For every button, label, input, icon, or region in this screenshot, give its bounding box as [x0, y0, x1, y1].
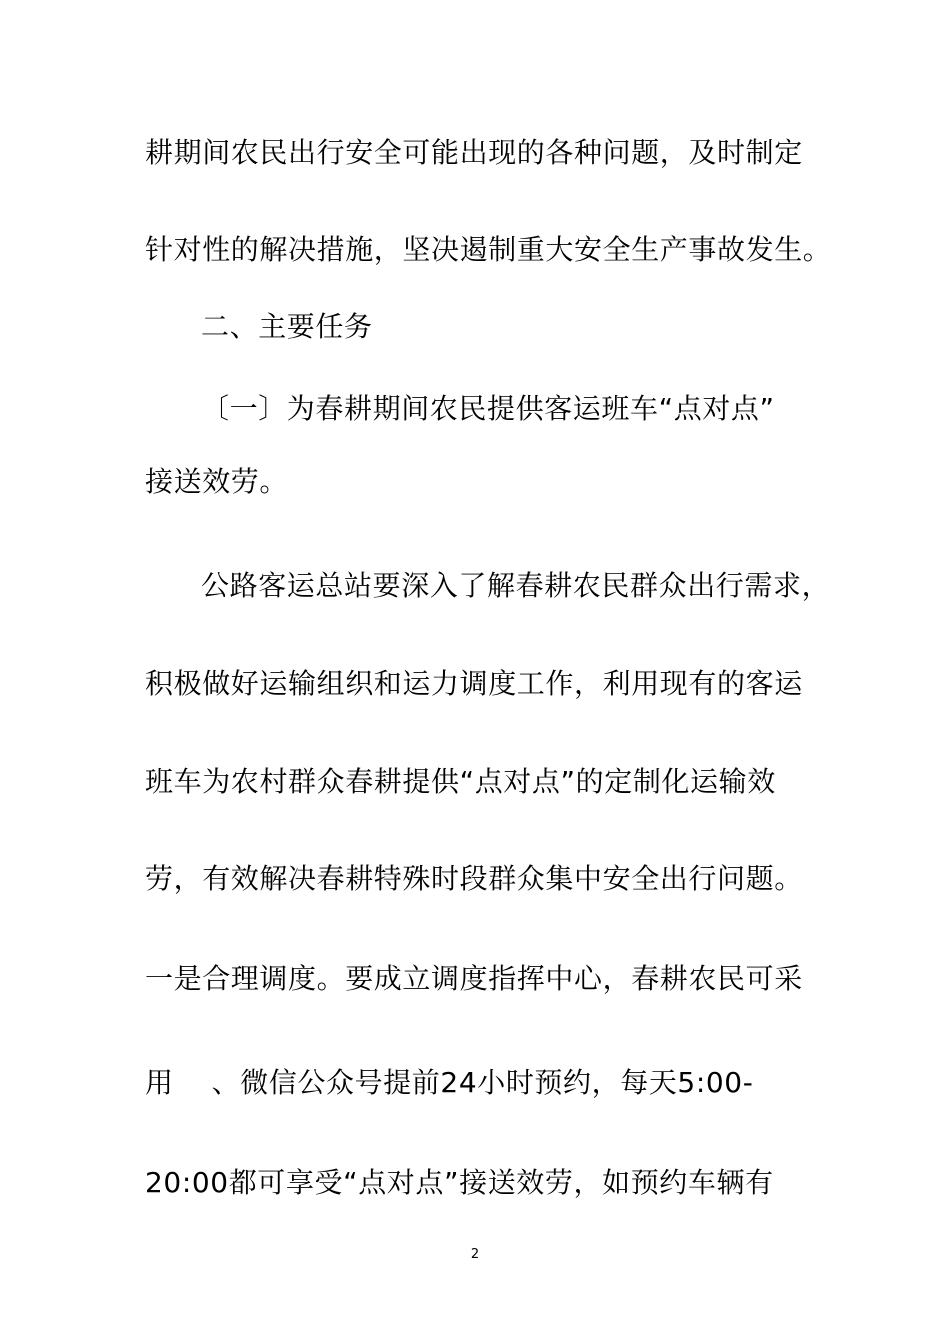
body-text-line: 耕期间农民出行安全可能出现的各种问题，及时制定: [145, 136, 803, 169]
body-text-line: 用 、微信公众号提前24小时预约，每天5:00-: [145, 1066, 754, 1099]
body-text-line: 20:00都可享受“点对点”接送效劳，如预约车辆有: [145, 1166, 774, 1199]
body-text-line: 劳，有效解决春耕特殊时段群众集中安全出行问题。: [145, 862, 803, 895]
body-text-line: 班车为农村群众春耕提供“点对点”的定制化运输效: [145, 765, 776, 798]
body-text-line: 针对性的解决措施，坚决遏制重大安全生产事故发生。: [145, 233, 832, 266]
body-text-line: 积极做好运输组织和运力调度工作，利用现有的客运: [145, 667, 803, 700]
page-number: 2: [470, 1247, 480, 1262]
body-text-line: 一是合理调度。要成立调度指挥中心，春耕农民可采: [145, 962, 803, 995]
paragraph-first-line: 公路客运总站要深入了解春耕农民群众出行需求，: [201, 569, 831, 602]
section-heading: 二、主要任务: [201, 310, 373, 343]
subsection-heading: 〔一〕为春耕期间农民提供客运班车“点对点”: [201, 392, 775, 425]
body-text-line: 接送效劳。: [145, 465, 289, 498]
